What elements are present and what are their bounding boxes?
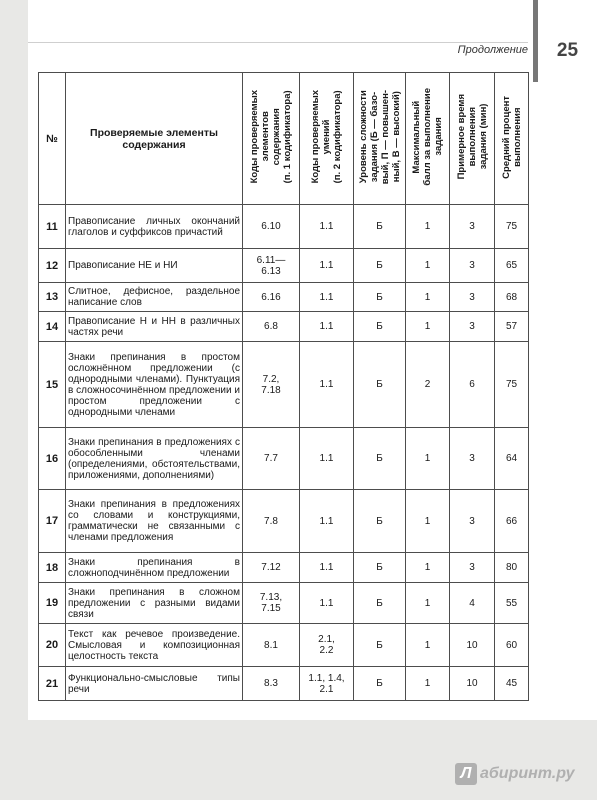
- row-desc: Правописание НЕ и НИ: [66, 249, 243, 283]
- row-percent: 75: [495, 342, 529, 428]
- continued-label: Продолжение: [457, 44, 528, 56]
- row-num: 15: [39, 342, 66, 428]
- row-num: 17: [39, 490, 66, 553]
- table-row: [39, 553, 529, 583]
- row-score: 1: [406, 283, 450, 312]
- row-content-code: 7.8: [243, 490, 300, 553]
- row-skill-code: 2.1, 2.2: [300, 624, 354, 667]
- row-time: 3: [450, 312, 495, 342]
- row-percent: 65: [495, 249, 529, 283]
- row-num: 11: [39, 205, 66, 249]
- row-score: 1: [406, 312, 450, 342]
- row-skill-code: 1.1: [300, 490, 354, 553]
- row-content-code: 7.2, 7.18: [243, 342, 300, 428]
- row-percent: 66: [495, 490, 529, 553]
- row-skill-code: 1.1: [300, 283, 354, 312]
- row-num: 14: [39, 312, 66, 342]
- row-score: 1: [406, 490, 450, 553]
- row-time: 3: [450, 249, 495, 283]
- row-content-code: 6.10: [243, 205, 300, 249]
- header-rule: [28, 42, 528, 43]
- row-time: 3: [450, 205, 495, 249]
- row-time: 3: [450, 283, 495, 312]
- row-percent: 55: [495, 583, 529, 624]
- row-level: Б: [354, 553, 406, 583]
- row-score: 1: [406, 205, 450, 249]
- col-header-time: Примерное время выполнения задания (мин): [450, 73, 495, 205]
- row-skill-code: 1.1: [300, 249, 354, 283]
- row-time: 3: [450, 428, 495, 490]
- row-score: 1: [406, 249, 450, 283]
- row-desc: Функционально-смысловые типы речи: [66, 667, 243, 701]
- table-row: [39, 428, 529, 490]
- row-percent: 75: [495, 205, 529, 249]
- row-desc: Знаки препинания в сложном предложении с разными видами связи: [66, 583, 243, 624]
- row-skill-code: 1.1: [300, 583, 354, 624]
- content-table: [38, 72, 529, 701]
- row-level: Б: [354, 667, 406, 701]
- table-row: [39, 667, 529, 701]
- row-level: Б: [354, 283, 406, 312]
- row-level: Б: [354, 490, 406, 553]
- row-percent: 80: [495, 553, 529, 583]
- row-time: 6: [450, 342, 495, 428]
- table-row: [39, 583, 529, 624]
- row-num: 21: [39, 667, 66, 701]
- row-num: 20: [39, 624, 66, 667]
- row-desc: Знаки препинания в простом осложнённом предложении (с однородными членами). Пунктуация в сложносочинённом предложении и простом предложении с однородными членами: [66, 342, 243, 428]
- row-level: Б: [354, 428, 406, 490]
- row-time: 10: [450, 667, 495, 701]
- row-time: 3: [450, 490, 495, 553]
- labirint-watermark: [455, 760, 590, 788]
- col-header-percent: Средний процент выполнения: [495, 73, 529, 205]
- row-percent: 45: [495, 667, 529, 701]
- table-row: [39, 283, 529, 312]
- row-time: 4: [450, 583, 495, 624]
- row-desc: Правописание Н и НН в различных частях речи: [66, 312, 243, 342]
- row-percent: 57: [495, 312, 529, 342]
- row-time: 3: [450, 553, 495, 583]
- row-score: 1: [406, 624, 450, 667]
- row-skill-code: 1.1: [300, 428, 354, 490]
- row-content-code: 8.1: [243, 624, 300, 667]
- row-score: 1: [406, 553, 450, 583]
- row-desc: Знаки препинания в предложениях со словами и конструкциями, грамматически не связанными с членами предложения: [66, 490, 243, 553]
- row-level: Б: [354, 624, 406, 667]
- row-content-code: 6.8: [243, 312, 300, 342]
- table-row: [39, 205, 529, 249]
- col-header-max-score: Максимальный балл за выполнение задания: [406, 73, 450, 205]
- row-content-code: 7.7: [243, 428, 300, 490]
- row-content-code: 8.3: [243, 667, 300, 701]
- col-header-num: №: [39, 73, 66, 205]
- row-num: 16: [39, 428, 66, 490]
- table-row: [39, 624, 529, 667]
- row-content-code: 7.12: [243, 553, 300, 583]
- row-time: 10: [450, 624, 495, 667]
- row-desc: Знаки препинания в сложноподчинённом предложении: [66, 553, 243, 583]
- row-skill-code: 1.1: [300, 312, 354, 342]
- row-level: Б: [354, 312, 406, 342]
- row-level: Б: [354, 583, 406, 624]
- row-percent: 64: [495, 428, 529, 490]
- row-num: 12: [39, 249, 66, 283]
- row-level: Б: [354, 342, 406, 428]
- row-desc: Знаки препинания в предложениях с обособленными членами (определениями, обстоятельствами, приложениями, дополнениями): [66, 428, 243, 490]
- row-desc: Слитное, дефисное, раздельное написание слов: [66, 283, 243, 312]
- row-num: 13: [39, 283, 66, 312]
- row-score: 2: [406, 342, 450, 428]
- row-skill-code: 1.1, 1.4, 2.1: [300, 667, 354, 701]
- row-score: 1: [406, 428, 450, 490]
- col-header-content-codes: Коды проверяемых элементов содержания (п. 1 кодификатора): [243, 73, 300, 205]
- page-number: 25: [533, 0, 597, 82]
- table-row: [39, 312, 529, 342]
- header-row: [39, 73, 529, 205]
- table-row: [39, 490, 529, 553]
- labirint-logo-icon: Л: [455, 763, 477, 785]
- row-level: Б: [354, 205, 406, 249]
- labirint-logo-text: абиринт.ру: [480, 765, 575, 782]
- row-desc: Правописание личных окончаний глаголов и суффиксов причастий: [66, 205, 243, 249]
- row-score: 1: [406, 667, 450, 701]
- row-skill-code: 1.1: [300, 553, 354, 583]
- row-content-code: 7.13, 7.15: [243, 583, 300, 624]
- row-skill-code: 1.1: [300, 205, 354, 249]
- row-num: 19: [39, 583, 66, 624]
- row-content-code: 6.16: [243, 283, 300, 312]
- row-level: Б: [354, 249, 406, 283]
- col-header-elements: Проверяемые элементы содержания: [66, 73, 243, 205]
- table-row: [39, 249, 529, 283]
- row-num: 18: [39, 553, 66, 583]
- row-desc: Текст как речевое произведение. Смысловая и композиционная целостность текста: [66, 624, 243, 667]
- row-score: 1: [406, 583, 450, 624]
- row-percent: 68: [495, 283, 529, 312]
- row-skill-code: 1.1: [300, 342, 354, 428]
- col-header-skill-codes: Коды проверяемых умений (п. 2 кодификатора): [300, 73, 354, 205]
- row-content-code: 6.11—6.13: [243, 249, 300, 283]
- table-row: [39, 342, 529, 428]
- row-percent: 60: [495, 624, 529, 667]
- col-header-level: Уровень сложности задания (Б — базо- вый, П — повышен- ный, В — высокий): [354, 73, 406, 205]
